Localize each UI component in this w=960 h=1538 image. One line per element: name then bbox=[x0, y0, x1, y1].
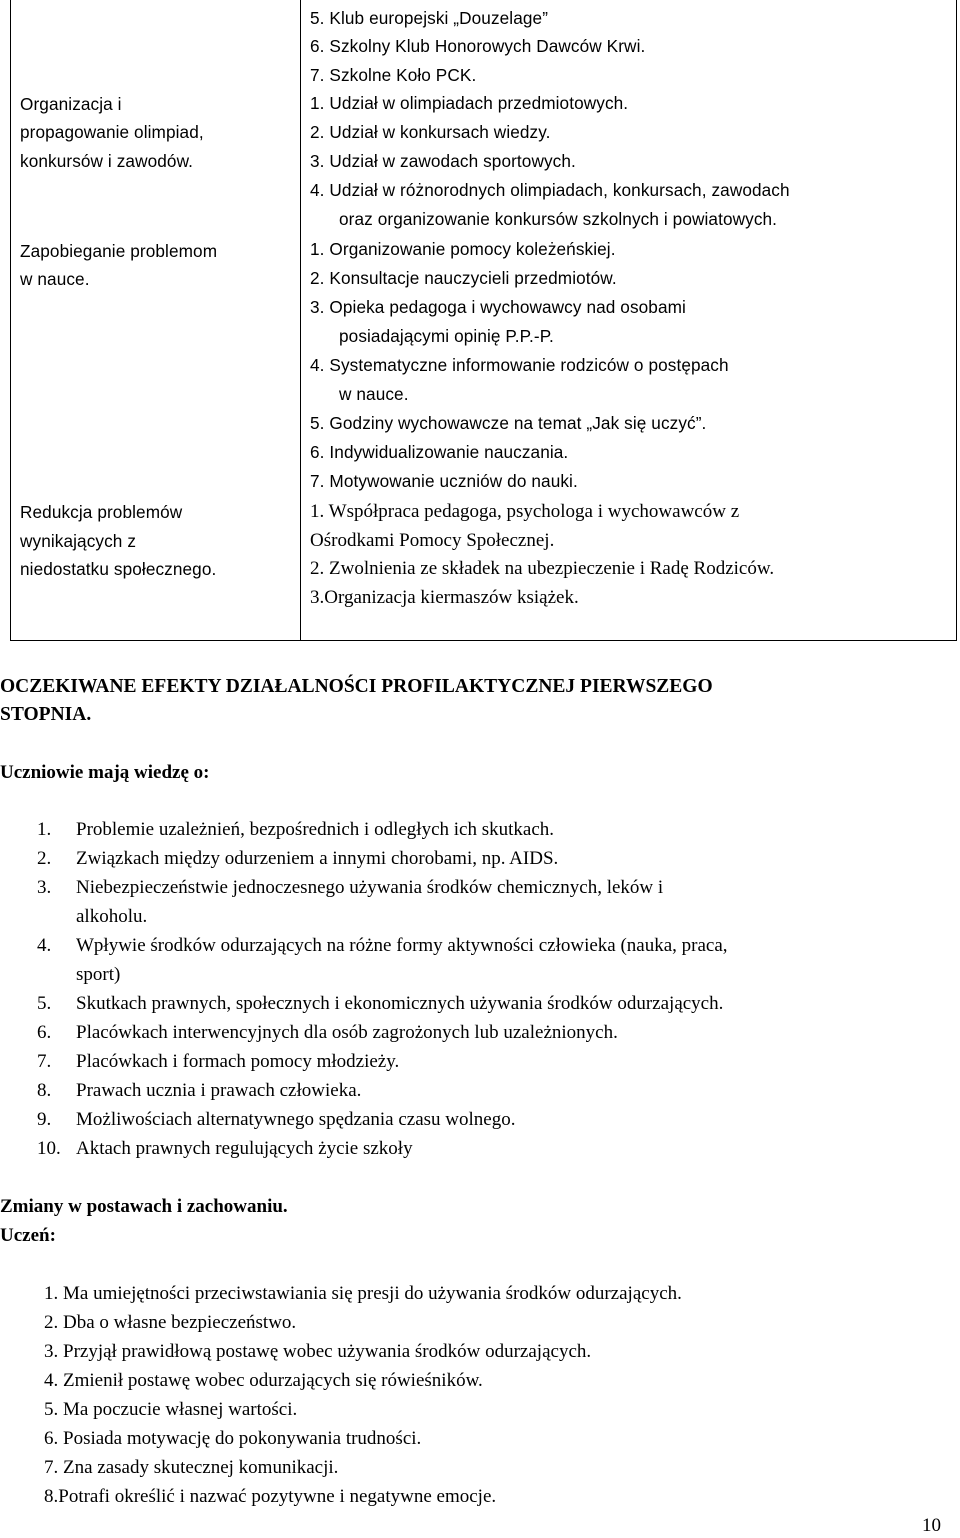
list-item: 4. Zmienił postawę wobec odurzających się rówieśników. bbox=[44, 1370, 483, 1391]
col2-text: 2. Konsultacje nauczycieli przedmiotów. bbox=[310, 268, 617, 288]
list-item-number: 10. bbox=[37, 1138, 61, 1159]
col2-text: 6. Szkolny Klub Honorowych Dawców Krwi. bbox=[310, 36, 646, 56]
col1-text: wynikających z bbox=[20, 531, 137, 551]
col2-text: 3. Udział w zawodach sportowych. bbox=[310, 151, 576, 171]
list-item: Prawach ucznia i prawach człowieka. bbox=[76, 1080, 362, 1101]
col2-text: Ośrodkami Pomocy Społecznej. bbox=[310, 530, 555, 551]
page-number: 10 bbox=[922, 1515, 941, 1536]
col2-text: 4. Udział w różnorodnych olimpiadach, konkursach, zawodach bbox=[310, 180, 790, 200]
table-border-bottom bbox=[10, 640, 957, 641]
col1-text: niedostatku społecznego. bbox=[20, 559, 217, 579]
list-item: Skutkach prawnych, społecznych i ekonomicznych używania środków odurzających. bbox=[76, 993, 724, 1014]
col2-text: 5. Godziny wychowawcze na temat „Jak się uczyć”. bbox=[310, 413, 707, 433]
section-title: STOPNIA. bbox=[0, 704, 92, 725]
col2-text: 5. Klub europejski „Douzelage” bbox=[310, 8, 549, 28]
col2-text: 3.Organizacja kiermaszów książek. bbox=[310, 587, 579, 608]
col2-text: 6. Indywidualizowanie nauczania. bbox=[310, 442, 569, 462]
list-item: Placówkach interwencyjnych dla osób zagrożonych lub uzależnionych. bbox=[76, 1022, 618, 1043]
col2-text: 2. Udział w konkursach wiedzy. bbox=[310, 122, 551, 142]
list-item: Związkach między odurzeniem a innymi chorobami, np. AIDS. bbox=[76, 848, 559, 869]
list-item-number: 2. bbox=[37, 848, 52, 869]
list-item: 3. Przyjął prawidłową postawę wobec używania środków odurzających. bbox=[44, 1341, 592, 1362]
table-column-divider bbox=[300, 0, 301, 641]
col1-text: konkursów i zawodów. bbox=[20, 151, 194, 171]
list-item: 5. Ma poczucie własnej wartości. bbox=[44, 1399, 298, 1420]
list-item: 8.Potrafi określić i nazwać pozytywne i negatywne emocje. bbox=[44, 1486, 497, 1507]
list-item: Placówkach i formach pomocy młodzieży. bbox=[76, 1051, 400, 1072]
list-item: alkoholu. bbox=[76, 906, 148, 927]
col1-text: Zapobieganie problemom bbox=[20, 241, 218, 261]
list-item-number: 3. bbox=[37, 877, 52, 898]
list-item-number: 7. bbox=[37, 1051, 52, 1072]
col2-text: 2. Zwolnienia ze składek na ubezpieczenie i Radę Rodziców. bbox=[310, 558, 775, 579]
student-label: Uczeń: bbox=[0, 1225, 56, 1246]
list-item: Możliwościach alternatywnego spędzania czasu wolnego. bbox=[76, 1109, 516, 1130]
col2-text: 3. Opieka pedagoga i wychowawcy nad osobami bbox=[310, 297, 686, 317]
list-item-number: 6. bbox=[37, 1022, 52, 1043]
list-item-number: 5. bbox=[37, 993, 52, 1014]
col1-text: w nauce. bbox=[20, 269, 90, 289]
list-item: Niebezpieczeństwie jednoczesnego używania środków chemicznych, leków i bbox=[76, 877, 664, 898]
col2-text: oraz organizowanie konkursów szkolnych i powiatowych. bbox=[339, 209, 778, 229]
col2-text: w nauce. bbox=[339, 384, 409, 404]
list-item-number: 1. bbox=[37, 819, 52, 840]
col2-text: 1. Organizowanie pomocy koleżeńskiej. bbox=[310, 239, 616, 259]
table-border-left bbox=[10, 0, 11, 641]
col2-text: 4. Systematyczne informowanie rodziców o postępach bbox=[310, 355, 729, 375]
list-item: 1. Ma umiejętności przeciwstawiania się presji do używania środków odurzających. bbox=[44, 1283, 682, 1304]
col2-text: 7. Motywowanie uczniów do nauki. bbox=[310, 471, 578, 491]
col2-text: 1. Współpraca pedagoga, psychologa i wychowawców z bbox=[310, 501, 740, 522]
list-item: 2. Dba o własne bezpieczeństwo. bbox=[44, 1312, 297, 1333]
col1-text: Organizacja i bbox=[20, 94, 122, 114]
col1-text: Redukcja problemów bbox=[20, 502, 183, 522]
col2-text: 1. Udział w olimpiadach przedmiotowych. bbox=[310, 93, 629, 113]
list-item-number: 9. bbox=[37, 1109, 52, 1130]
list-item-number: 8. bbox=[37, 1080, 52, 1101]
list-item: Problemie uzależnień, bezpośrednich i odległych ich skutkach. bbox=[76, 819, 555, 840]
list-item: sport) bbox=[76, 964, 121, 985]
col1-text: propagowanie olimpiad, bbox=[20, 122, 204, 142]
col2-text: 7. Szkolne Koło PCK. bbox=[310, 65, 477, 85]
knowledge-heading: Uczniowie mają wiedzę o: bbox=[0, 762, 210, 783]
table-border-right bbox=[956, 0, 957, 641]
list-item: Wpływie środków odurzających na różne formy aktywności człowieka (nauka, praca, bbox=[76, 935, 728, 956]
list-item: 6. Posiada motywację do pokonywania trudności. bbox=[44, 1428, 422, 1449]
attitudes-heading: Zmiany w postawach i zachowaniu. bbox=[0, 1196, 288, 1217]
col2-text: posiadającymi opinię P.P.-P. bbox=[339, 326, 554, 346]
section-title: OCZEKIWANE EFEKTY DZIAŁALNOŚCI PROFILAKTYCZNEJ PIERWSZEGO bbox=[0, 676, 713, 697]
list-item: Aktach prawnych regulujących życie szkoły bbox=[76, 1138, 413, 1159]
list-item-number: 4. bbox=[37, 935, 52, 956]
list-item: 7. Zna zasady skutecznej komunikacji. bbox=[44, 1457, 339, 1478]
